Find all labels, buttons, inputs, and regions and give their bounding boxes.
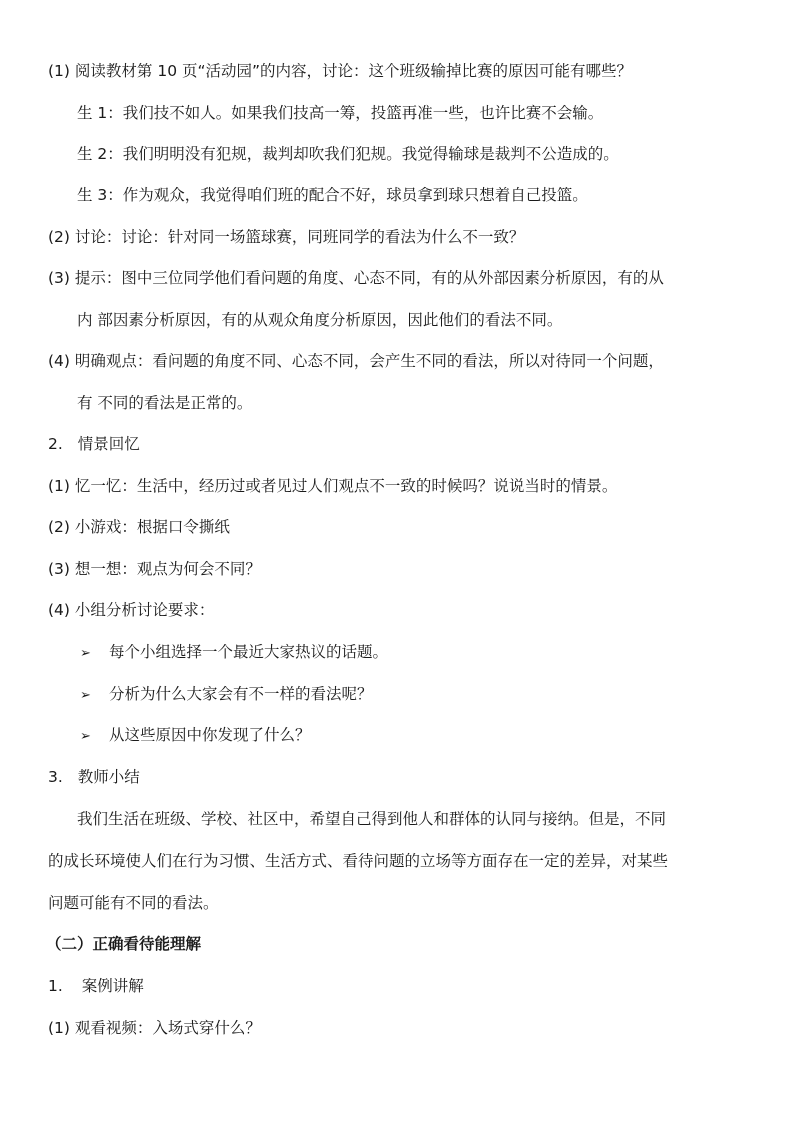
section-number: 2. [48,435,63,453]
item-2-3 [48,558,261,580]
summary-paragraph-line: 的成长环境使人们在行为习惯、生活方式、看待问题的立场等方面存在一定的差异，对某些 [48,852,669,870]
item-number: (4) [48,601,70,619]
item-text: 提示：图中三位同学他们看问题的角度、心态不同，有的从外部因素分析原因，有的从 [74,269,664,287]
item-text: 观看视频：入场式穿什么？ [74,1019,261,1037]
item-text: 小组分析讨论要求： [74,601,215,619]
item-1-3-continuation: 内 部因素分析原因，有的从观众角度分析原因，因此他们的看法不同。 [77,311,563,329]
item-2-2 [48,516,230,538]
section-title: 情景回忆 [77,435,140,453]
item-number: (2) [48,518,70,536]
item-1-1 [48,60,632,82]
bullet-item [80,641,388,665]
item-number: (1) [48,477,70,495]
student-1-answer: 生 1：我们技不如人。如果我们技高一筹，投篮再准一些，也许比赛不会输。 [77,104,604,122]
arrow-bullet-icon: ➢ [80,688,91,703]
section-3-heading [48,766,140,788]
item-text: 想一想：观点为何会不同？ [74,560,261,578]
item-2-4 [48,599,214,621]
student-2-answer: 生 2：我们明明没有犯规，裁判却吹我们犯规。我觉得输球是裁判不公造成的。 [77,145,619,163]
bullet-item [80,724,310,748]
section-1-heading [48,975,144,997]
bullet-item [80,683,372,707]
student-3-answer: 生 3：作为观众，我觉得咱们班的配合不好，球员拿到球只想着自己投篮。 [77,186,588,204]
item-number: (2) [48,228,70,246]
item-text: 阅读教材第 10 页“活动园”的内容，讨论：这个班级输掉比赛的原因可能有哪些？ [74,62,633,80]
section-2-heading [48,433,140,455]
item-number: (3) [48,560,70,578]
summary-paragraph-line: 问题可能有不同的看法。 [48,894,219,912]
item-text: 讨论：讨论：针对同一场篮球赛，同班同学的看法为什么不一致？ [74,228,525,246]
summary-paragraph-line: 我们生活在班级、学校、社区中，希望自己得到他人和群体的认同与接纳。但是，不同 [77,810,667,828]
item-text: 忆一忆：生活中，经历过或者见过人们观点不一致的时候吗？说说当时的情景。 [74,477,618,495]
part-two-heading: （二）正确看待能理解 [46,935,202,953]
bullet-text: 分析为什么大家会有不一样的看法呢？ [108,685,373,703]
section-number: 1. [48,977,63,995]
item-number: (1) [48,62,70,80]
item-number: (1) [48,1019,70,1037]
arrow-bullet-icon: ➢ [80,729,91,744]
section-title: 教师小结 [77,768,140,786]
item-1-4-continuation: 有 不同的看法是正常的。 [77,394,253,412]
item-2-1 [48,475,617,497]
section-title: 案例讲解 [81,977,144,995]
bullet-text: 从这些原因中你发现了什么？ [108,726,311,744]
bullet-text: 每个小组选择一个最近大家热议的话题。 [108,643,388,661]
section-number: 3. [48,768,63,786]
item-text: 明确观点：看问题的角度不同、心态不同，会产生不同的看法，所以对待同一个问题， [74,352,664,370]
item-case-1 [48,1017,261,1039]
arrow-bullet-icon: ➢ [80,646,91,661]
item-number: (4) [48,352,70,370]
item-1-4 [48,350,664,372]
item-1-3 [48,267,664,289]
item-number: (3) [48,269,70,287]
item-text: 小游戏：根据口令撕纸 [74,518,230,536]
item-1-2 [48,226,524,248]
